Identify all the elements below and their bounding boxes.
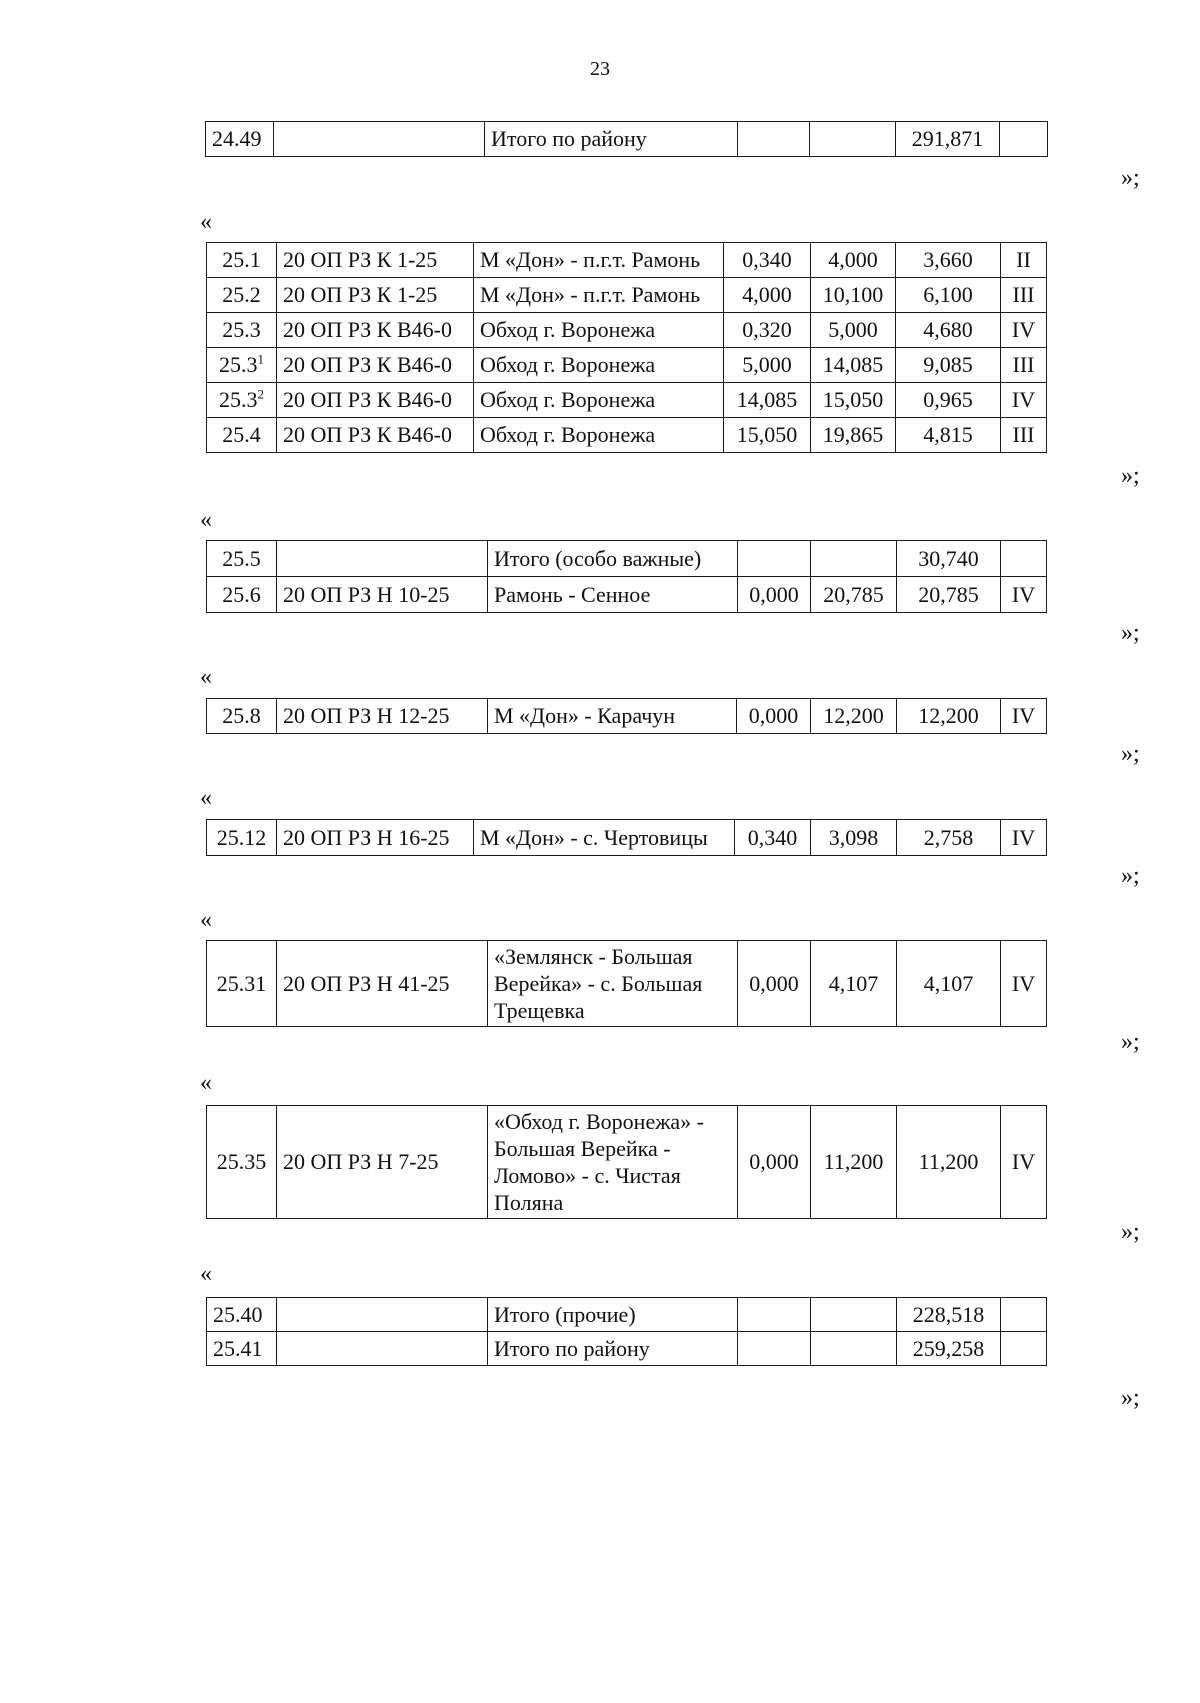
closing-quote: »; <box>1121 1219 1140 1245</box>
road-table <box>206 1297 1047 1366</box>
road-name: М «Дон» - п.г.т. Рамонь <box>474 278 724 313</box>
km-start: 0,340 <box>735 820 811 856</box>
km-start: 0,000 <box>738 1106 811 1219</box>
length-km: 4,107 <box>897 941 1001 1027</box>
road-code: 20 ОП РЗ Н 10-25 <box>277 577 488 613</box>
road-code <box>277 541 488 577</box>
km-start: 0,000 <box>738 577 811 613</box>
road-category: IV <box>1001 1106 1047 1219</box>
row-number: 25.35 <box>207 1106 277 1219</box>
row-number-superscript: 1 <box>257 351 264 367</box>
table-row <box>207 699 1047 734</box>
road-code: 20 ОП РЗ Н 7-25 <box>277 1106 488 1219</box>
road-code: 20 ОП РЗ Н 41-25 <box>277 941 488 1027</box>
closing-quote: »; <box>1121 1385 1140 1411</box>
road-name: Обход г. Воронежа <box>474 348 724 383</box>
road-category: IV <box>1001 820 1047 856</box>
road-code: 20 ОП РЗ К 1-25 <box>277 278 474 313</box>
road-category <box>1001 1298 1047 1332</box>
road-code: 20 ОП РЗ К 1-25 <box>277 243 474 278</box>
table-row <box>207 1298 1047 1332</box>
km-end: 3,098 <box>811 820 897 856</box>
road-table <box>206 242 1047 453</box>
length-km: 228,518 <box>897 1298 1001 1332</box>
road-name: Обход г. Воронежа <box>474 383 724 418</box>
length-km: 30,740 <box>897 541 1001 577</box>
road-table <box>205 121 1048 157</box>
km-start: 14,085 <box>724 383 811 418</box>
road-name: Итого по району <box>488 1332 738 1366</box>
km-end: 4,107 <box>811 941 897 1027</box>
road-category: IV <box>1001 383 1047 418</box>
road-code: 20 ОП РЗ К В46-0 <box>277 383 474 418</box>
km-start <box>738 122 810 157</box>
table-row <box>207 541 1047 577</box>
road-category: III <box>1001 278 1047 313</box>
km-end: 10,100 <box>811 278 896 313</box>
road-code <box>277 1332 488 1366</box>
road-name: Рамонь - Сенное <box>488 577 738 613</box>
length-km: 11,200 <box>897 1106 1001 1219</box>
km-end: 20,785 <box>811 577 897 613</box>
row-number: 25.12 <box>207 820 277 856</box>
km-start: 4,000 <box>724 278 811 313</box>
road-name: М «Дон» - п.г.т. Рамонь <box>474 243 724 278</box>
road-category: IV <box>1001 699 1047 734</box>
km-start <box>738 1332 811 1366</box>
closing-quote: »; <box>1121 165 1140 191</box>
road-table <box>206 1105 1047 1219</box>
row-number: 25.3$^2$ <box>207 383 277 418</box>
road-category: III <box>1001 348 1047 383</box>
closing-quote: »; <box>1121 741 1140 767</box>
road-code: 20 ОП РЗ Н 16-25 <box>277 820 474 856</box>
opening-quote: « <box>200 507 212 533</box>
road-category <box>1001 1332 1047 1366</box>
km-end <box>811 1332 897 1366</box>
table-row <box>207 820 1047 856</box>
km-start: 0,000 <box>737 699 811 734</box>
road-table <box>206 540 1047 613</box>
road-name: «Землянск - Большая Верейка» - с. Большая Трещевка <box>488 941 738 1027</box>
table-row <box>207 383 1047 418</box>
road-name: М «Дон» - Карачун <box>488 699 737 734</box>
road-category: II <box>1001 243 1047 278</box>
table-row <box>207 418 1047 453</box>
km-end: 15,050 <box>811 383 896 418</box>
row-number: 25.3 <box>207 313 277 348</box>
km-end: 19,865 <box>811 418 896 453</box>
length-km: 20,785 <box>897 577 1001 613</box>
length-km: 4,815 <box>896 418 1001 453</box>
km-end <box>811 1298 897 1332</box>
opening-quote: « <box>200 664 212 690</box>
road-category <box>1000 122 1048 157</box>
row-number: 25.3$^1$ <box>207 348 277 383</box>
table-row <box>207 348 1047 383</box>
km-end: 4,000 <box>811 243 896 278</box>
table-row <box>207 941 1047 1027</box>
closing-quote: »; <box>1121 1029 1140 1055</box>
row-number: 25.31 <box>207 941 277 1027</box>
table-row <box>206 122 1048 157</box>
opening-quote: « <box>200 209 212 235</box>
row-number: 25.5 <box>207 541 277 577</box>
km-end <box>811 541 897 577</box>
length-km: 9,085 <box>896 348 1001 383</box>
row-number: 25.41 <box>207 1332 277 1366</box>
road-name: Итого (особо важные) <box>488 541 738 577</box>
km-start: 0,320 <box>724 313 811 348</box>
km-end: 12,200 <box>811 699 897 734</box>
road-code: 20 ОП РЗ К В46-0 <box>277 418 474 453</box>
road-code: 20 ОП РЗ К В46-0 <box>277 313 474 348</box>
table-row <box>207 1332 1047 1366</box>
road-category: IV <box>1001 313 1047 348</box>
km-end: 14,085 <box>811 348 896 383</box>
road-code: 20 ОП РЗ Н 12-25 <box>277 699 488 734</box>
road-category: IV <box>1001 941 1047 1027</box>
length-km: 0,965 <box>896 383 1001 418</box>
length-km: 4,680 <box>896 313 1001 348</box>
opening-quote: « <box>200 785 212 811</box>
row-number-superscript: 2 <box>257 386 264 402</box>
row-number: 25.4 <box>207 418 277 453</box>
road-code <box>274 122 485 157</box>
row-number: 25.1 <box>207 243 277 278</box>
road-name: М «Дон» - с. Чертовицы <box>474 820 735 856</box>
road-category: IV <box>1001 577 1047 613</box>
closing-quote: »; <box>1121 620 1140 646</box>
km-end: 5,000 <box>811 313 896 348</box>
length-km: 6,100 <box>896 278 1001 313</box>
row-number: 24.49 <box>206 122 274 157</box>
road-table <box>206 819 1047 856</box>
road-name: Итого (прочие) <box>488 1298 738 1332</box>
opening-quote: « <box>200 1261 212 1287</box>
table-row <box>207 278 1047 313</box>
road-category <box>1001 541 1047 577</box>
row-number: 25.2 <box>207 278 277 313</box>
opening-quote: « <box>200 1070 212 1096</box>
km-start: 0,340 <box>724 243 811 278</box>
km-start <box>738 541 811 577</box>
road-category: III <box>1001 418 1047 453</box>
length-km: 3,660 <box>896 243 1001 278</box>
page-number: 23 <box>590 58 610 80</box>
length-km: 12,200 <box>897 699 1001 734</box>
closing-quote: »; <box>1121 863 1140 889</box>
length-km: 291,871 <box>896 122 1000 157</box>
row-number: 25.8 <box>207 699 277 734</box>
row-number: 25.6 <box>207 577 277 613</box>
opening-quote: « <box>200 907 212 933</box>
closing-quote: »; <box>1121 463 1140 489</box>
table-row <box>207 243 1047 278</box>
length-km: 2,758 <box>897 820 1001 856</box>
km-end <box>810 122 896 157</box>
road-name: Итого по району <box>485 122 738 157</box>
table-row <box>207 1106 1047 1219</box>
road-name: «Обход г. Воронежа» - Большая Верейка - Ломово» - с. Чистая Поляна <box>488 1106 738 1219</box>
length-km: 259,258 <box>897 1332 1001 1366</box>
road-code <box>277 1298 488 1332</box>
road-code: 20 ОП РЗ К В46-0 <box>277 348 474 383</box>
km-start: 0,000 <box>738 941 811 1027</box>
road-table <box>206 698 1047 734</box>
km-end: 11,200 <box>811 1106 897 1219</box>
km-start: 15,050 <box>724 418 811 453</box>
table-row <box>207 577 1047 613</box>
row-number: 25.40 <box>207 1298 277 1332</box>
road-name: Обход г. Воронежа <box>474 313 724 348</box>
km-start: 5,000 <box>724 348 811 383</box>
road-name: Обход г. Воронежа <box>474 418 724 453</box>
km-start <box>738 1298 811 1332</box>
road-table <box>206 940 1047 1027</box>
table-row <box>207 313 1047 348</box>
